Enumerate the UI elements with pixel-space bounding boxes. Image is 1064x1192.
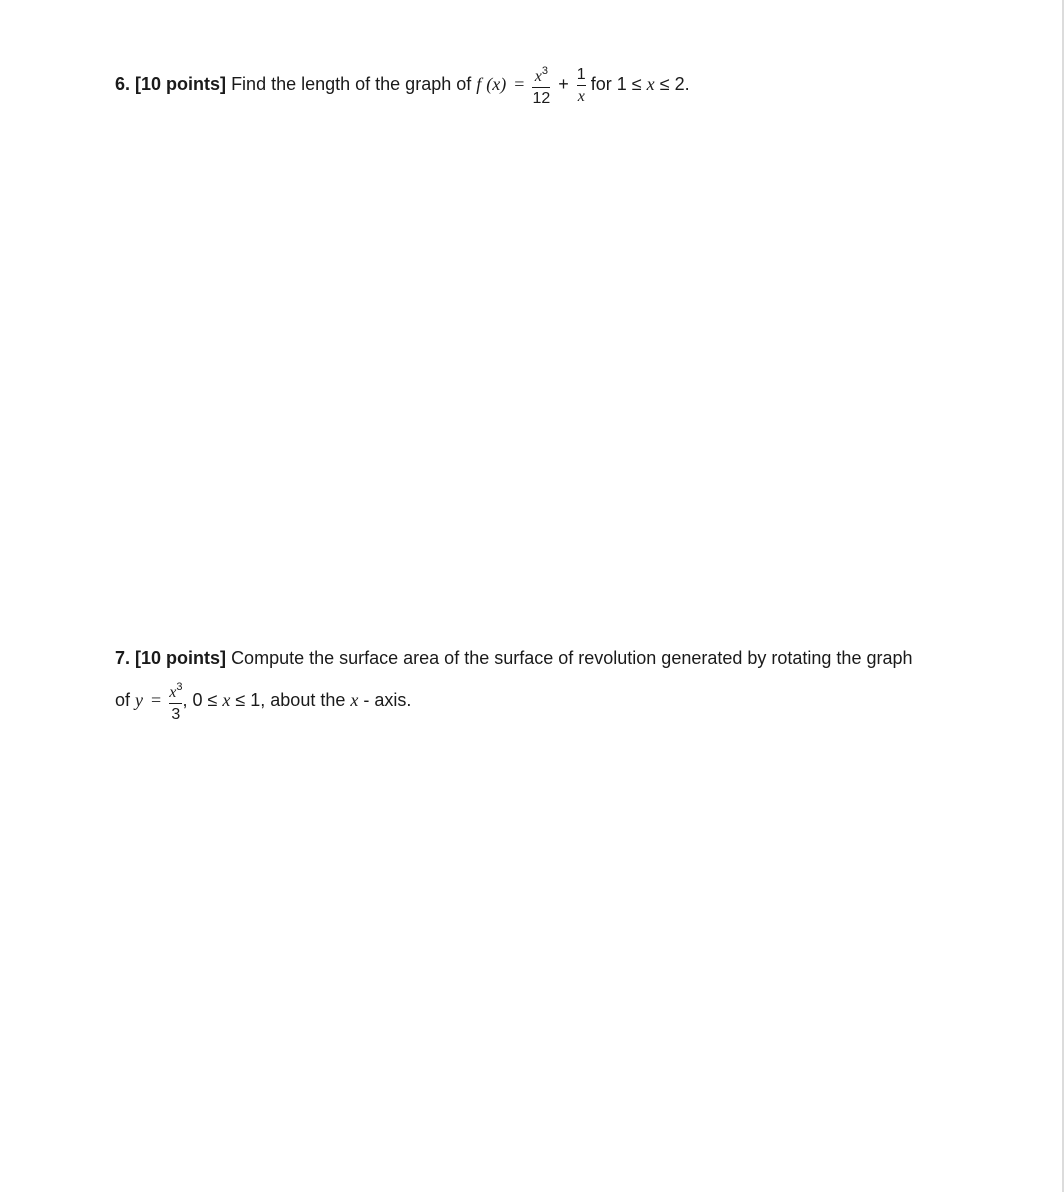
denominator: x <box>577 87 585 105</box>
fraction-bar <box>532 87 550 88</box>
numerator-base: x <box>169 684 177 701</box>
problem-7-number: 7. <box>115 648 131 668</box>
numerator-exponent: 3 <box>541 65 548 77</box>
fraction-1-over-x <box>577 65 586 106</box>
range-start: , 0 ≤ <box>182 689 218 710</box>
interval-end: 2. <box>674 73 690 94</box>
axis-label: - axis. <box>363 689 412 710</box>
fraction-x-cubed-over-3 <box>169 678 182 724</box>
numerator-base: x <box>534 68 542 85</box>
interval-variable: x <box>646 73 655 94</box>
fraction-x-cubed-over-12 <box>532 62 550 108</box>
function-name: f <box>476 73 482 94</box>
interval-start: for 1 <box>590 73 627 94</box>
of-word: of <box>115 689 131 710</box>
leq-symbol: ≤ <box>631 73 642 94</box>
denominator: 3 <box>171 706 181 723</box>
denominator: 12 <box>532 90 551 107</box>
equals-sign: = <box>514 73 525 94</box>
equals-sign: = <box>151 689 162 710</box>
axis-variable: x <box>350 689 359 710</box>
plus-sign: + <box>558 73 569 94</box>
problem-7-text: Compute the surface area of the surface of revolution generated by rotating the graph <box>231 648 913 668</box>
numerator: 1 <box>576 65 586 83</box>
numerator-exponent: 3 <box>176 681 183 693</box>
problem-6-text: Find the length of the graph of <box>231 73 472 94</box>
y-variable: y <box>135 689 144 710</box>
range-variable: x <box>222 689 231 710</box>
function-argument: (x) <box>486 73 507 94</box>
problem-7-points: [10 points] <box>135 648 227 668</box>
range-end: ≤ 1, about the <box>235 689 346 710</box>
problem-6-points: [10 points] <box>135 73 227 94</box>
leq-symbol: ≤ <box>659 73 670 94</box>
fraction-bar <box>169 703 182 704</box>
fraction-bar <box>577 85 586 86</box>
problem-6-number: 6. <box>115 73 131 94</box>
